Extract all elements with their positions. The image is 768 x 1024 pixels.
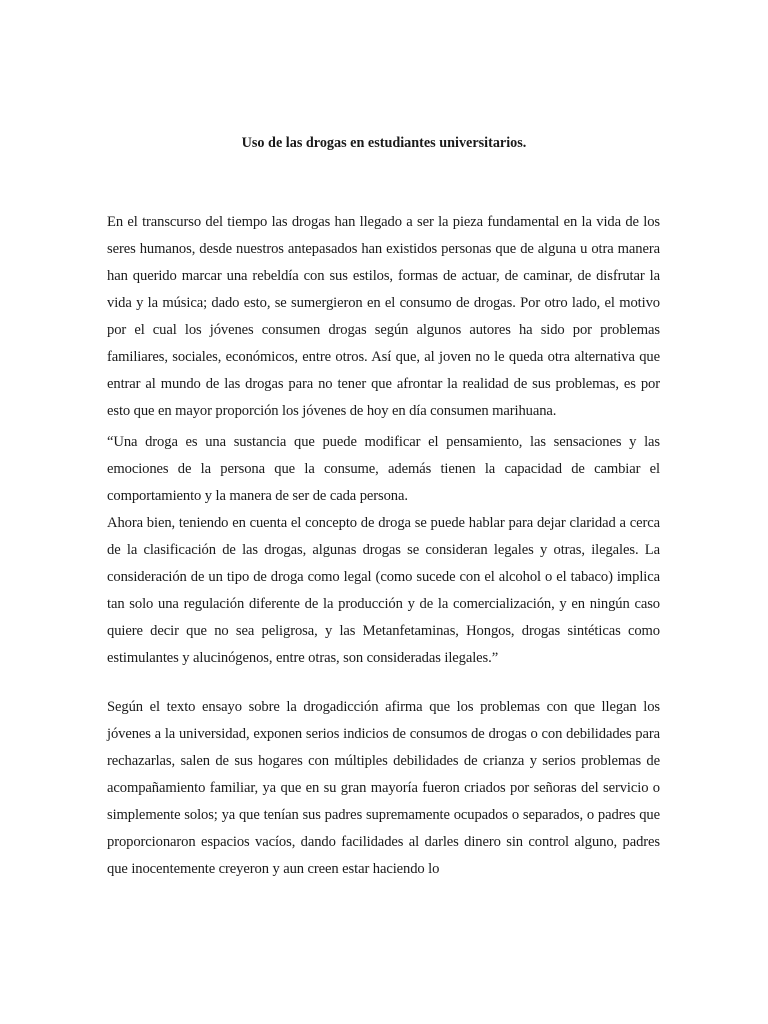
paragraph-quote-definition: “Una droga es una sustancia que puede modificar el pensamiento, las sensaciones y las emociones de la persona que la consume, además tienen la capacidad de cambiar el comportamiento y la manera de ser de cada persona.: [107, 434, 660, 504]
paragraph-quote-classification: Ahora bien, teniendo en cuenta el concepto de droga se puede hablar para dejar claridad a cerca de la clasificación de las drogas, algunas drogas se consideran legales y otras, ilegales. La consideración de un tipo de droga como legal (como sucede con el alcohol o el tabaco) implica tan solo una regulación diferente de la producción y de la comercialización, y en ningún caso quiere decir que no sea peligrosa, y las Metanfetaminas, Hongos, drogas sintéticas como estimulantes y alucinógenos, entre otras, son consideradas ilegales.”: [107, 515, 660, 666]
document-title: Uso de las drogas en estudiantes universitarios.: [241, 135, 527, 151]
document-body: [107, 209, 660, 883]
paragraph-essay: Según el texto ensayo sobre la drogadicción afirma que los problemas con que llegan los jóvenes a la universidad, exponen serios indicios de consumos de drogas o con debilidades para rechazarlas, salen de sus hogares con múltiples debilidades de crianza y serios problemas de acompañamiento familiar, ya que en su gran mayoría fueron criados por señoras del servicio o simplemente solos; ya que tenían sus padres supremamente ocupados o separados, o padres que proporcionaron espacios vacíos, dando facilidades al darles dinero sin control alguno, padres que inocentemente creyeron y aun creen estar haciendo lo: [107, 699, 660, 877]
paragraph-intro: En el transcurso del tiempo las drogas han llegado a ser la pieza fundamental en la vida de los seres humanos, desde nuestros antepasados han existidos personas que de alguna u otra manera han querido marcar una rebeldía con sus estilos, formas de actuar, de caminar, de disfrutar la vida y la música; dado esto, se sumergieron en el consumo de drogas. Por otro lado, el motivo por el cual los jóvenes consumen drogas según algunos autores ha sido por problemas familiares, sociales, económicos, entre otros. Así que, al joven no le queda otra alternativa que entrar al mundo de las drogas para no tener que afrontar la realidad de sus problemas, es por esto que en mayor proporción los jóvenes de hoy en día consumen marihuana.: [107, 214, 660, 419]
